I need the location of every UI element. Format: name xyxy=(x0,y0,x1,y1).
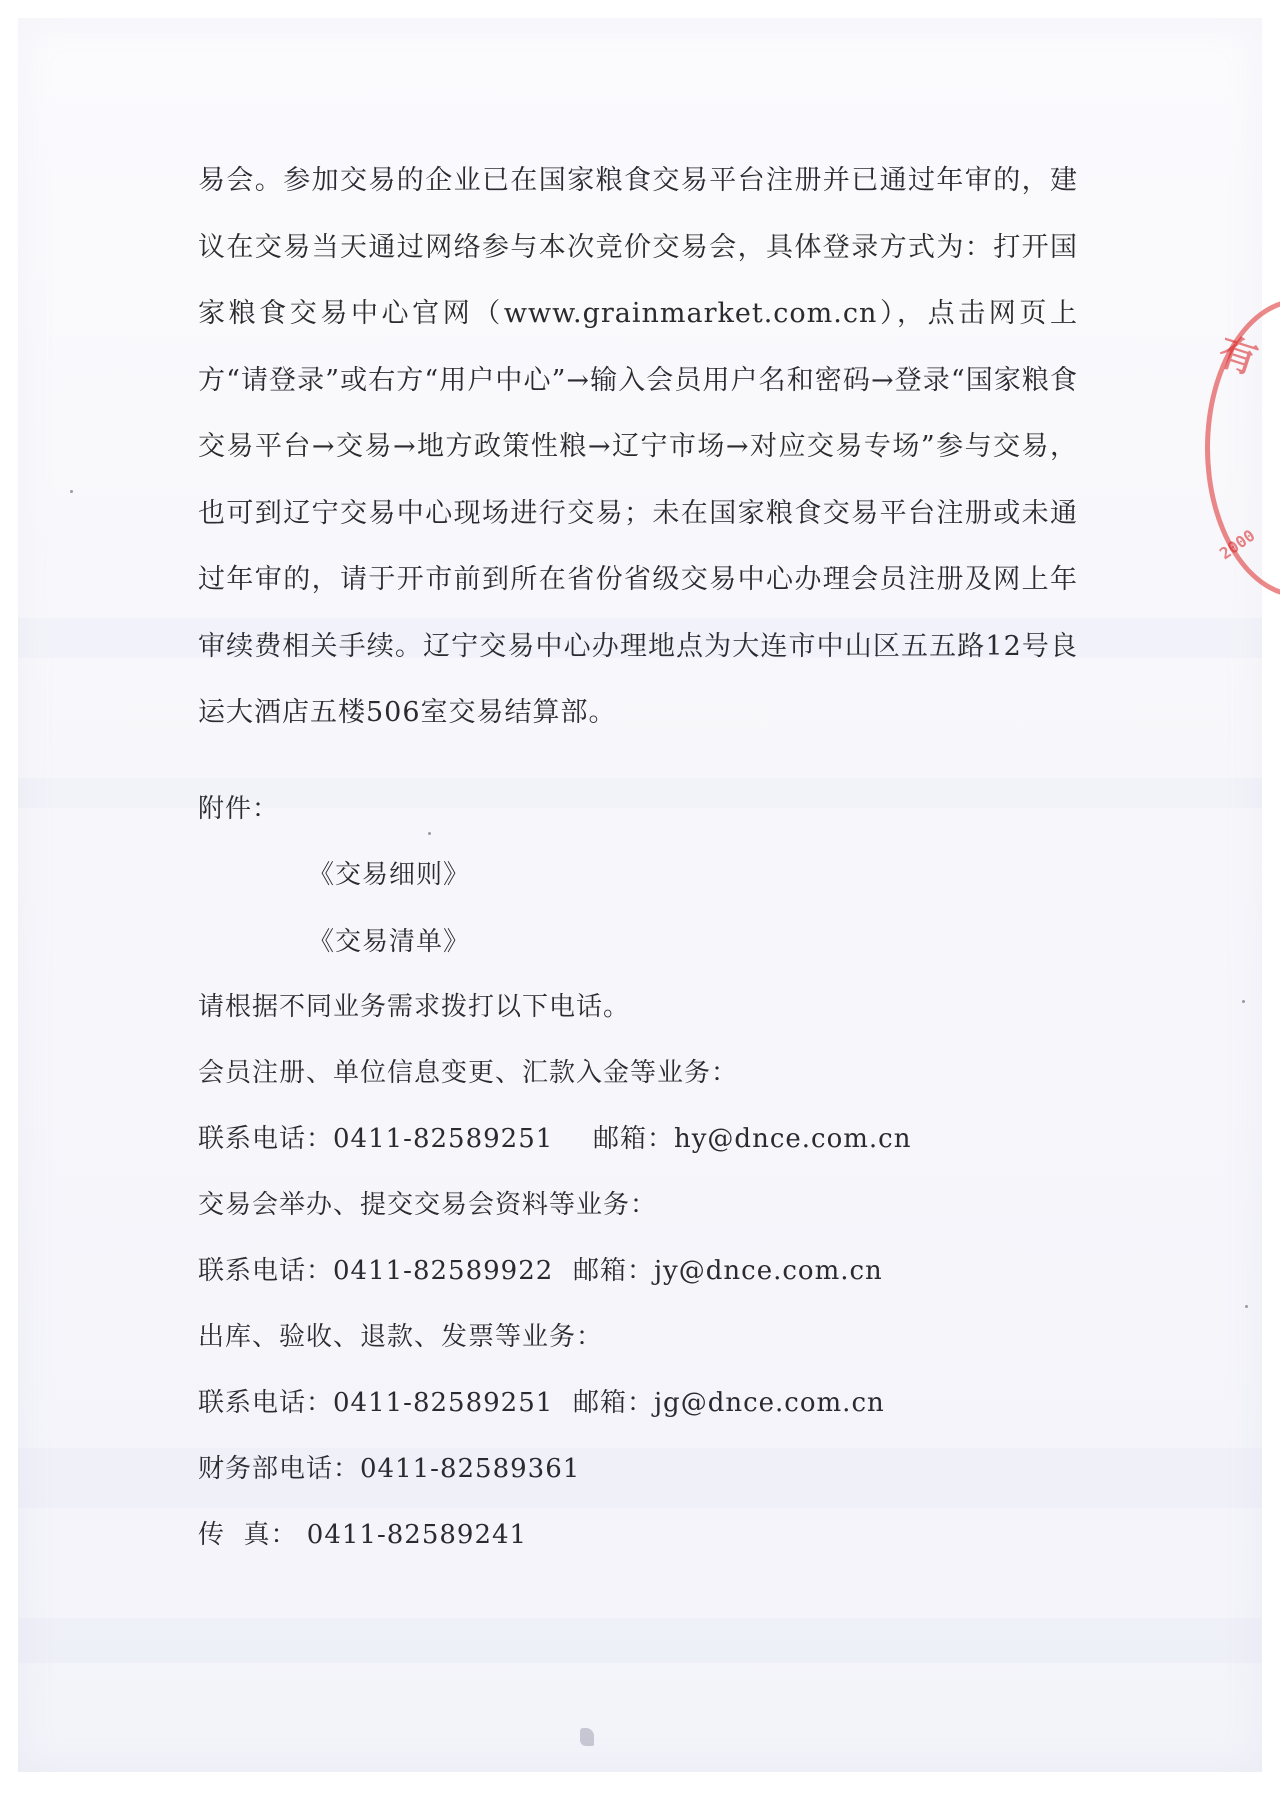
seal-number: 2000 xyxy=(1216,525,1259,564)
contact-phone: 联系电话：0411-82589251 xyxy=(198,1124,554,1154)
attachment-item: 《交易清单》 xyxy=(308,927,471,957)
document-body xyxy=(198,148,1078,1550)
contact-email: 邮箱：jy@dnce.com.cn xyxy=(573,1256,883,1286)
contact-business: 会员注册、单位信息变更、汇款入金等业务： xyxy=(198,1058,739,1088)
scan-speck xyxy=(1242,1000,1245,1003)
scan-speck xyxy=(1245,1305,1248,1308)
contact-phone: 联系电话：0411-82589251 xyxy=(198,1388,554,1418)
scan-mark xyxy=(580,1728,594,1746)
scan-band xyxy=(18,1618,1262,1663)
attachment-item: 《交易细则》 xyxy=(308,860,471,890)
main-paragraph: 易会。参加交易的企业已在国家粮食交易平台注册并已通过年审的，建议在交易当天通过网络参与本次竞价交易会，具体登录方式为：打开国家粮食交易中心官网（www.grainmarket.com.cn），点击网页上方“请登录”或右方“用户中心”→输入会员用户名和密码→登录“国家粮食交易平台→交易→地方政策性粮→辽宁市场→对应交易专场”参与交易，也可到辽宁交易中心现场进行交易；未在国家粮食交易平台注册或未通过年审的，请于开市前到所在省份省级交易中心办理会员注册及网上年审续费相关手续。辽宁交易中心办理地点为大连市中山区五五路12号良运大酒店五楼506室交易结算部。 xyxy=(198,165,1078,728)
attachments-label: 附件： xyxy=(198,794,280,824)
seal-character: 有 xyxy=(1213,329,1263,383)
finance-phone: 财务部电话：0411-82589361 xyxy=(198,1454,581,1484)
fax-number: 传 真： 0411-82589241 xyxy=(198,1520,528,1550)
contact-business: 交易会举办、提交交易会资料等业务： xyxy=(198,1190,658,1220)
contact-business: 出库、验收、退款、发票等业务： xyxy=(198,1322,604,1352)
scan-speck xyxy=(428,832,431,835)
contact-email: 邮箱：hy@dnce.com.cn xyxy=(593,1124,912,1154)
contact-email: 邮箱：jg@dnce.com.cn xyxy=(573,1388,885,1418)
phone-intro: 请根据不同业务需求拨打以下电话。 xyxy=(198,992,631,1022)
scan-speck xyxy=(70,490,73,493)
contact-phone: 联系电话：0411-82589922 xyxy=(198,1256,554,1286)
